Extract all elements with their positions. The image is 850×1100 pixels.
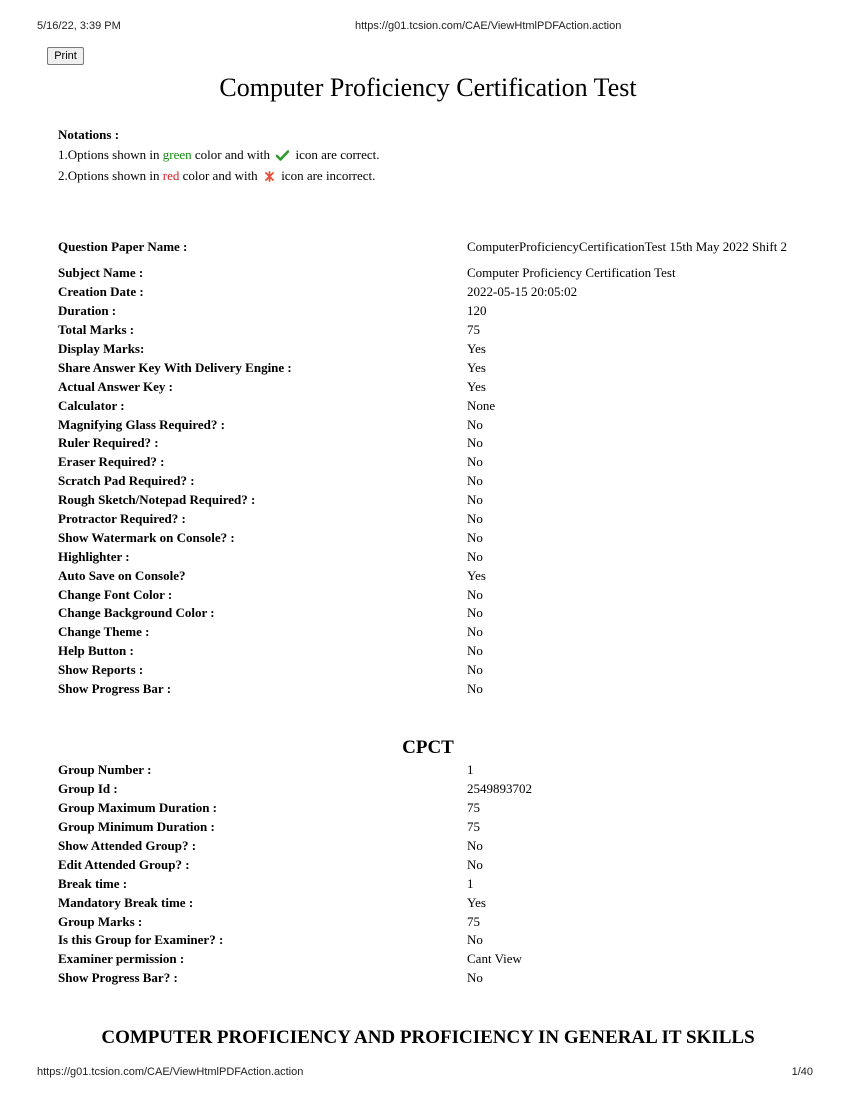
detail-value: No bbox=[467, 435, 483, 451]
detail-label: Group Marks : bbox=[58, 913, 143, 929]
print-button[interactable]: Print bbox=[47, 47, 84, 65]
detail-row bbox=[58, 491, 807, 510]
detail-label: Break time : bbox=[58, 875, 128, 891]
page-number: 1/40 bbox=[791, 1066, 813, 1078]
detail-value: No bbox=[467, 681, 483, 697]
detail-row bbox=[58, 969, 807, 988]
detail-label: Show Progress Bar? : bbox=[58, 970, 178, 986]
notation-text: 1.Options shown in bbox=[58, 147, 163, 162]
detail-value: None bbox=[467, 397, 496, 413]
detail-row bbox=[58, 950, 807, 969]
detail-label: Show Progress Bar : bbox=[58, 681, 172, 697]
detail-row bbox=[58, 472, 807, 491]
notations bbox=[58, 127, 380, 189]
detail-value: No bbox=[467, 548, 483, 564]
detail-row bbox=[58, 302, 807, 321]
detail-label: Change Background Color : bbox=[58, 605, 215, 621]
detail-value: No bbox=[467, 529, 483, 545]
detail-label: Calculator : bbox=[58, 397, 125, 413]
detail-row bbox=[58, 566, 807, 585]
detail-label: Display Marks: bbox=[58, 341, 145, 356]
detail-value: No bbox=[467, 492, 483, 508]
detail-value: 1 bbox=[467, 875, 474, 891]
detail-label: Mandatory Break time : bbox=[58, 894, 194, 910]
detail-row bbox=[58, 340, 807, 359]
detail-value: No bbox=[467, 856, 483, 872]
detail-label: Is this Group for Examiner? : bbox=[58, 932, 224, 948]
detail-value: 75 bbox=[467, 819, 480, 835]
detail-label: Actual Answer Key : bbox=[58, 378, 173, 394]
detail-label: Group Minimum Duration : bbox=[58, 819, 215, 835]
detail-label: Auto Save on Console? bbox=[58, 567, 186, 583]
detail-label: Subject Name : bbox=[58, 265, 144, 281]
detail-value: No bbox=[467, 605, 483, 621]
notation-text: color and with bbox=[191, 147, 274, 162]
print-footer bbox=[37, 1066, 813, 1080]
detail-value: No bbox=[467, 662, 483, 678]
detail-value: Computer Proficiency Certification Test bbox=[467, 265, 676, 281]
detail-label: Share Answer Key With Delivery Engine : bbox=[58, 359, 292, 375]
detail-label: Duration : bbox=[58, 303, 117, 319]
group-details-table bbox=[58, 761, 807, 988]
detail-value: Yes bbox=[467, 378, 486, 394]
print-footer-url: https://g01.tcsion.com/CAE/ViewHtmlPDFAction.action bbox=[37, 1066, 304, 1078]
detail-row bbox=[58, 874, 807, 893]
notation-correct bbox=[58, 147, 380, 168]
detail-row bbox=[58, 528, 807, 547]
detail-label: Show Watermark on Console? : bbox=[58, 529, 235, 545]
notation-incorrect bbox=[58, 168, 380, 189]
group-section-title: CPCT bbox=[402, 737, 454, 758]
detail-row bbox=[58, 415, 807, 434]
detail-row bbox=[58, 780, 807, 799]
notation-color-green: green bbox=[162, 147, 192, 162]
detail-value: No bbox=[467, 643, 483, 659]
detail-row bbox=[58, 229, 807, 264]
detail-row bbox=[58, 680, 807, 699]
detail-row bbox=[58, 321, 807, 340]
detail-label: Ruler Required? : bbox=[58, 435, 159, 451]
detail-row bbox=[58, 661, 807, 680]
detail-value: 75 bbox=[467, 913, 480, 929]
detail-label: Creation Date : bbox=[58, 284, 144, 300]
detail-row bbox=[58, 818, 807, 837]
detail-row bbox=[58, 799, 807, 818]
detail-row bbox=[58, 837, 807, 856]
detail-row bbox=[58, 893, 807, 912]
detail-value: 2022-05-15 20:05:02 bbox=[467, 284, 578, 300]
detail-row bbox=[58, 377, 807, 396]
detail-value: No bbox=[467, 511, 483, 527]
notation-text: icon are correct. bbox=[292, 147, 380, 162]
detail-value: Yes bbox=[467, 567, 486, 583]
detail-row bbox=[58, 623, 807, 642]
detail-value: 120 bbox=[467, 303, 487, 319]
detail-row bbox=[58, 547, 807, 566]
detail-label: Change Font Color : bbox=[58, 586, 173, 602]
detail-value: ComputerProficiencyCertificationTest 15th May 2022 Shift 2 bbox=[467, 238, 788, 254]
detail-row bbox=[58, 264, 807, 283]
detail-row bbox=[58, 912, 807, 931]
cross-icon bbox=[264, 170, 275, 186]
checkmark-icon bbox=[276, 149, 289, 165]
detail-value: 75 bbox=[467, 322, 480, 338]
detail-label: Highlighter : bbox=[58, 548, 130, 564]
detail-row bbox=[58, 642, 807, 661]
detail-row bbox=[58, 396, 807, 415]
paper-details-table bbox=[58, 229, 807, 698]
detail-value: 1 bbox=[467, 762, 474, 778]
detail-value: Yes bbox=[467, 341, 486, 356]
detail-label: Group Maximum Duration : bbox=[58, 800, 218, 816]
notation-text: icon are incorrect. bbox=[277, 168, 376, 183]
detail-value: No bbox=[467, 473, 483, 489]
detail-value: No bbox=[467, 454, 483, 470]
detail-row bbox=[58, 283, 807, 302]
detail-label: Help Button : bbox=[58, 643, 134, 659]
detail-value: No bbox=[467, 416, 483, 432]
detail-row bbox=[58, 604, 807, 623]
detail-label: Group Id : bbox=[58, 781, 118, 797]
detail-label: Examiner permission : bbox=[58, 951, 185, 967]
detail-value: Cant View bbox=[467, 951, 522, 967]
detail-value: No bbox=[467, 624, 483, 640]
detail-label: Group Number : bbox=[58, 762, 152, 778]
detail-row bbox=[58, 434, 807, 453]
detail-row bbox=[58, 510, 807, 529]
detail-value: Yes bbox=[467, 894, 486, 910]
print-header-url: https://g01.tcsion.com/CAE/ViewHtmlPDFAction.action bbox=[355, 20, 622, 32]
detail-label: Change Theme : bbox=[58, 624, 150, 640]
detail-value: No bbox=[467, 586, 483, 602]
print-header bbox=[37, 20, 813, 34]
notation-text: color and with bbox=[179, 168, 261, 183]
detail-value: No bbox=[467, 932, 483, 948]
detail-row bbox=[58, 855, 807, 874]
detail-label: Rough Sketch/Notepad Required? : bbox=[58, 492, 256, 508]
detail-value: Yes bbox=[467, 359, 486, 375]
detail-row bbox=[58, 585, 807, 604]
print-datetime: 5/16/22, 3:39 PM bbox=[37, 20, 121, 32]
notations-heading: Notations : bbox=[58, 127, 120, 142]
detail-value: No bbox=[467, 838, 483, 853]
detail-label: Show Reports : bbox=[58, 662, 144, 678]
page-title: Computer Proficiency Certification Test bbox=[219, 73, 637, 102]
section-heading: COMPUTER PROFICIENCY AND PROFICIENCY IN GENERAL IT SKILLS bbox=[101, 1027, 755, 1048]
detail-label: Magnifying Glass Required? : bbox=[58, 416, 225, 432]
detail-label: Show Attended Group? : bbox=[58, 838, 197, 853]
detail-row bbox=[58, 761, 807, 780]
detail-label: Edit Attended Group? : bbox=[58, 856, 190, 872]
notation-text: 2.Options shown in bbox=[58, 168, 163, 183]
detail-label: Protractor Required? : bbox=[58, 511, 186, 527]
detail-label: Question Paper Name : bbox=[58, 238, 188, 254]
detail-row bbox=[58, 453, 807, 472]
detail-label: Eraser Required? : bbox=[58, 454, 165, 470]
detail-row bbox=[58, 931, 807, 950]
detail-value: 2549893702 bbox=[467, 781, 532, 797]
detail-value: 75 bbox=[467, 800, 480, 816]
detail-value: No bbox=[467, 970, 483, 986]
detail-label: Scratch Pad Required? : bbox=[58, 473, 195, 489]
notation-color-red: red bbox=[162, 168, 180, 183]
detail-label: Total Marks : bbox=[58, 322, 135, 338]
detail-row bbox=[58, 358, 807, 377]
